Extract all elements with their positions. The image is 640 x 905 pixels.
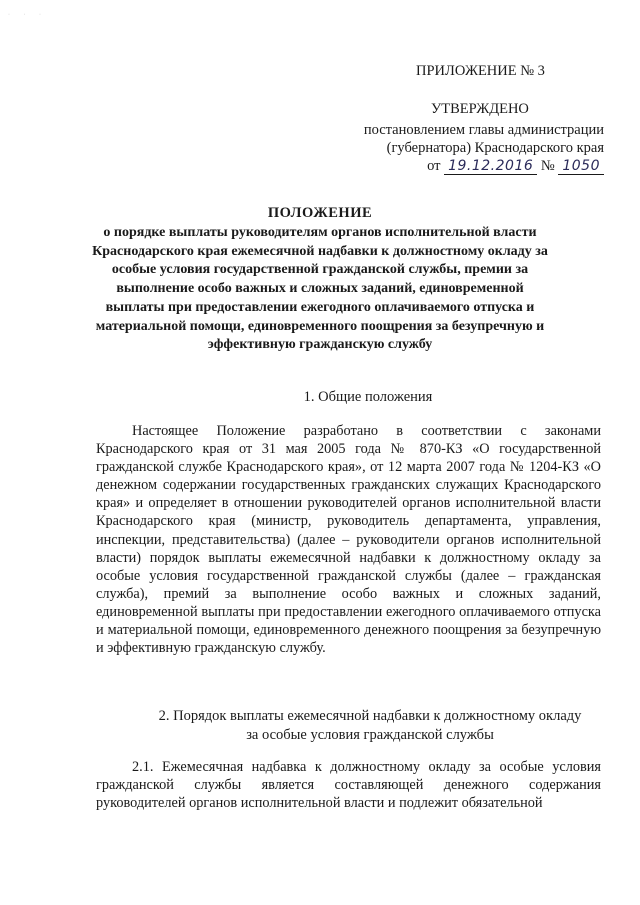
- approval-line-1: постановлением главы администрации: [363, 122, 604, 138]
- section-1-paragraph: [96, 422, 601, 657]
- scan-marks: · · ·: [8, 12, 47, 18]
- paragraph-text: 2.1. Ежемесячная надбавка к должностному окладу за особые условия гражданской службы является составляющей денежного содержания руководителей органов исполнительной власти и подлежит обязательной: [96, 759, 601, 812]
- handwritten-date: 19.12.2016: [444, 159, 537, 175]
- date-prefix: от: [427, 158, 441, 174]
- document-title: ПОЛОЖЕНИЕ: [267, 205, 373, 221]
- approval-line-2: (губернатора) Краснодарского края: [386, 140, 604, 156]
- section-2-paragraph: [96, 758, 601, 812]
- section-2-heading-line-2: за особые условия гражданской службы: [246, 727, 494, 743]
- document-subtitle: о порядке выплаты руководителям органов исполнительной власти Краснодарского края ежемесячной надбавки к должностному окладу за особые условия государственной гражданской службы, премии за выполнение особо важных и сложных заданий, единовременной выплаты при предоставлении ежегодного оплачиваемого отпуска и материальной помощи, единовременного поощрения за безупречную и эффективную гражданскую службу: [92, 225, 548, 353]
- appendix-label: ПРИЛОЖЕНИЕ № 3: [416, 63, 545, 79]
- approved-label: УТВЕРЖДЕНО: [431, 101, 529, 117]
- handwritten-number: 1050: [558, 159, 604, 175]
- paragraph-text: Настоящее Положение разработано в соответствии с законами Краснодарского края от 31 мая 2005 года № 870-КЗ «О государственной гражданской службе Краснодарского края», от 12 марта 2007 года № 1204-КЗ «О денежном содержании государственных гражданских служащих Краснодарского края» и определяет в отношении руководителей органов исполнительной власти Краснодарского края (министр, руководитель департамента, управления, инспекции, представительства) (далее – руководители органов исполнительной власти) порядок выплаты ежемесячной надбавки к должностному окладу за особые условия государственной гражданской службы (далее – гражданская служба), премий за выполнение особо важных и сложных заданий, единовременной выплаты при предоставлении ежегодного оплачиваемого отпуска и материальной помощи, единовременного денежного поощрения за безупречную и эффективную гражданскую службу.: [96, 423, 601, 657]
- section-2-heading-line-1: 2. Порядок выплаты ежемесячной надбавки к должностному окладу: [158, 708, 582, 724]
- number-prefix: №: [540, 158, 555, 174]
- section-2-heading: [130, 707, 610, 745]
- approval-date-line: [427, 158, 604, 175]
- section-1-heading: 1. Общие положения: [303, 389, 433, 405]
